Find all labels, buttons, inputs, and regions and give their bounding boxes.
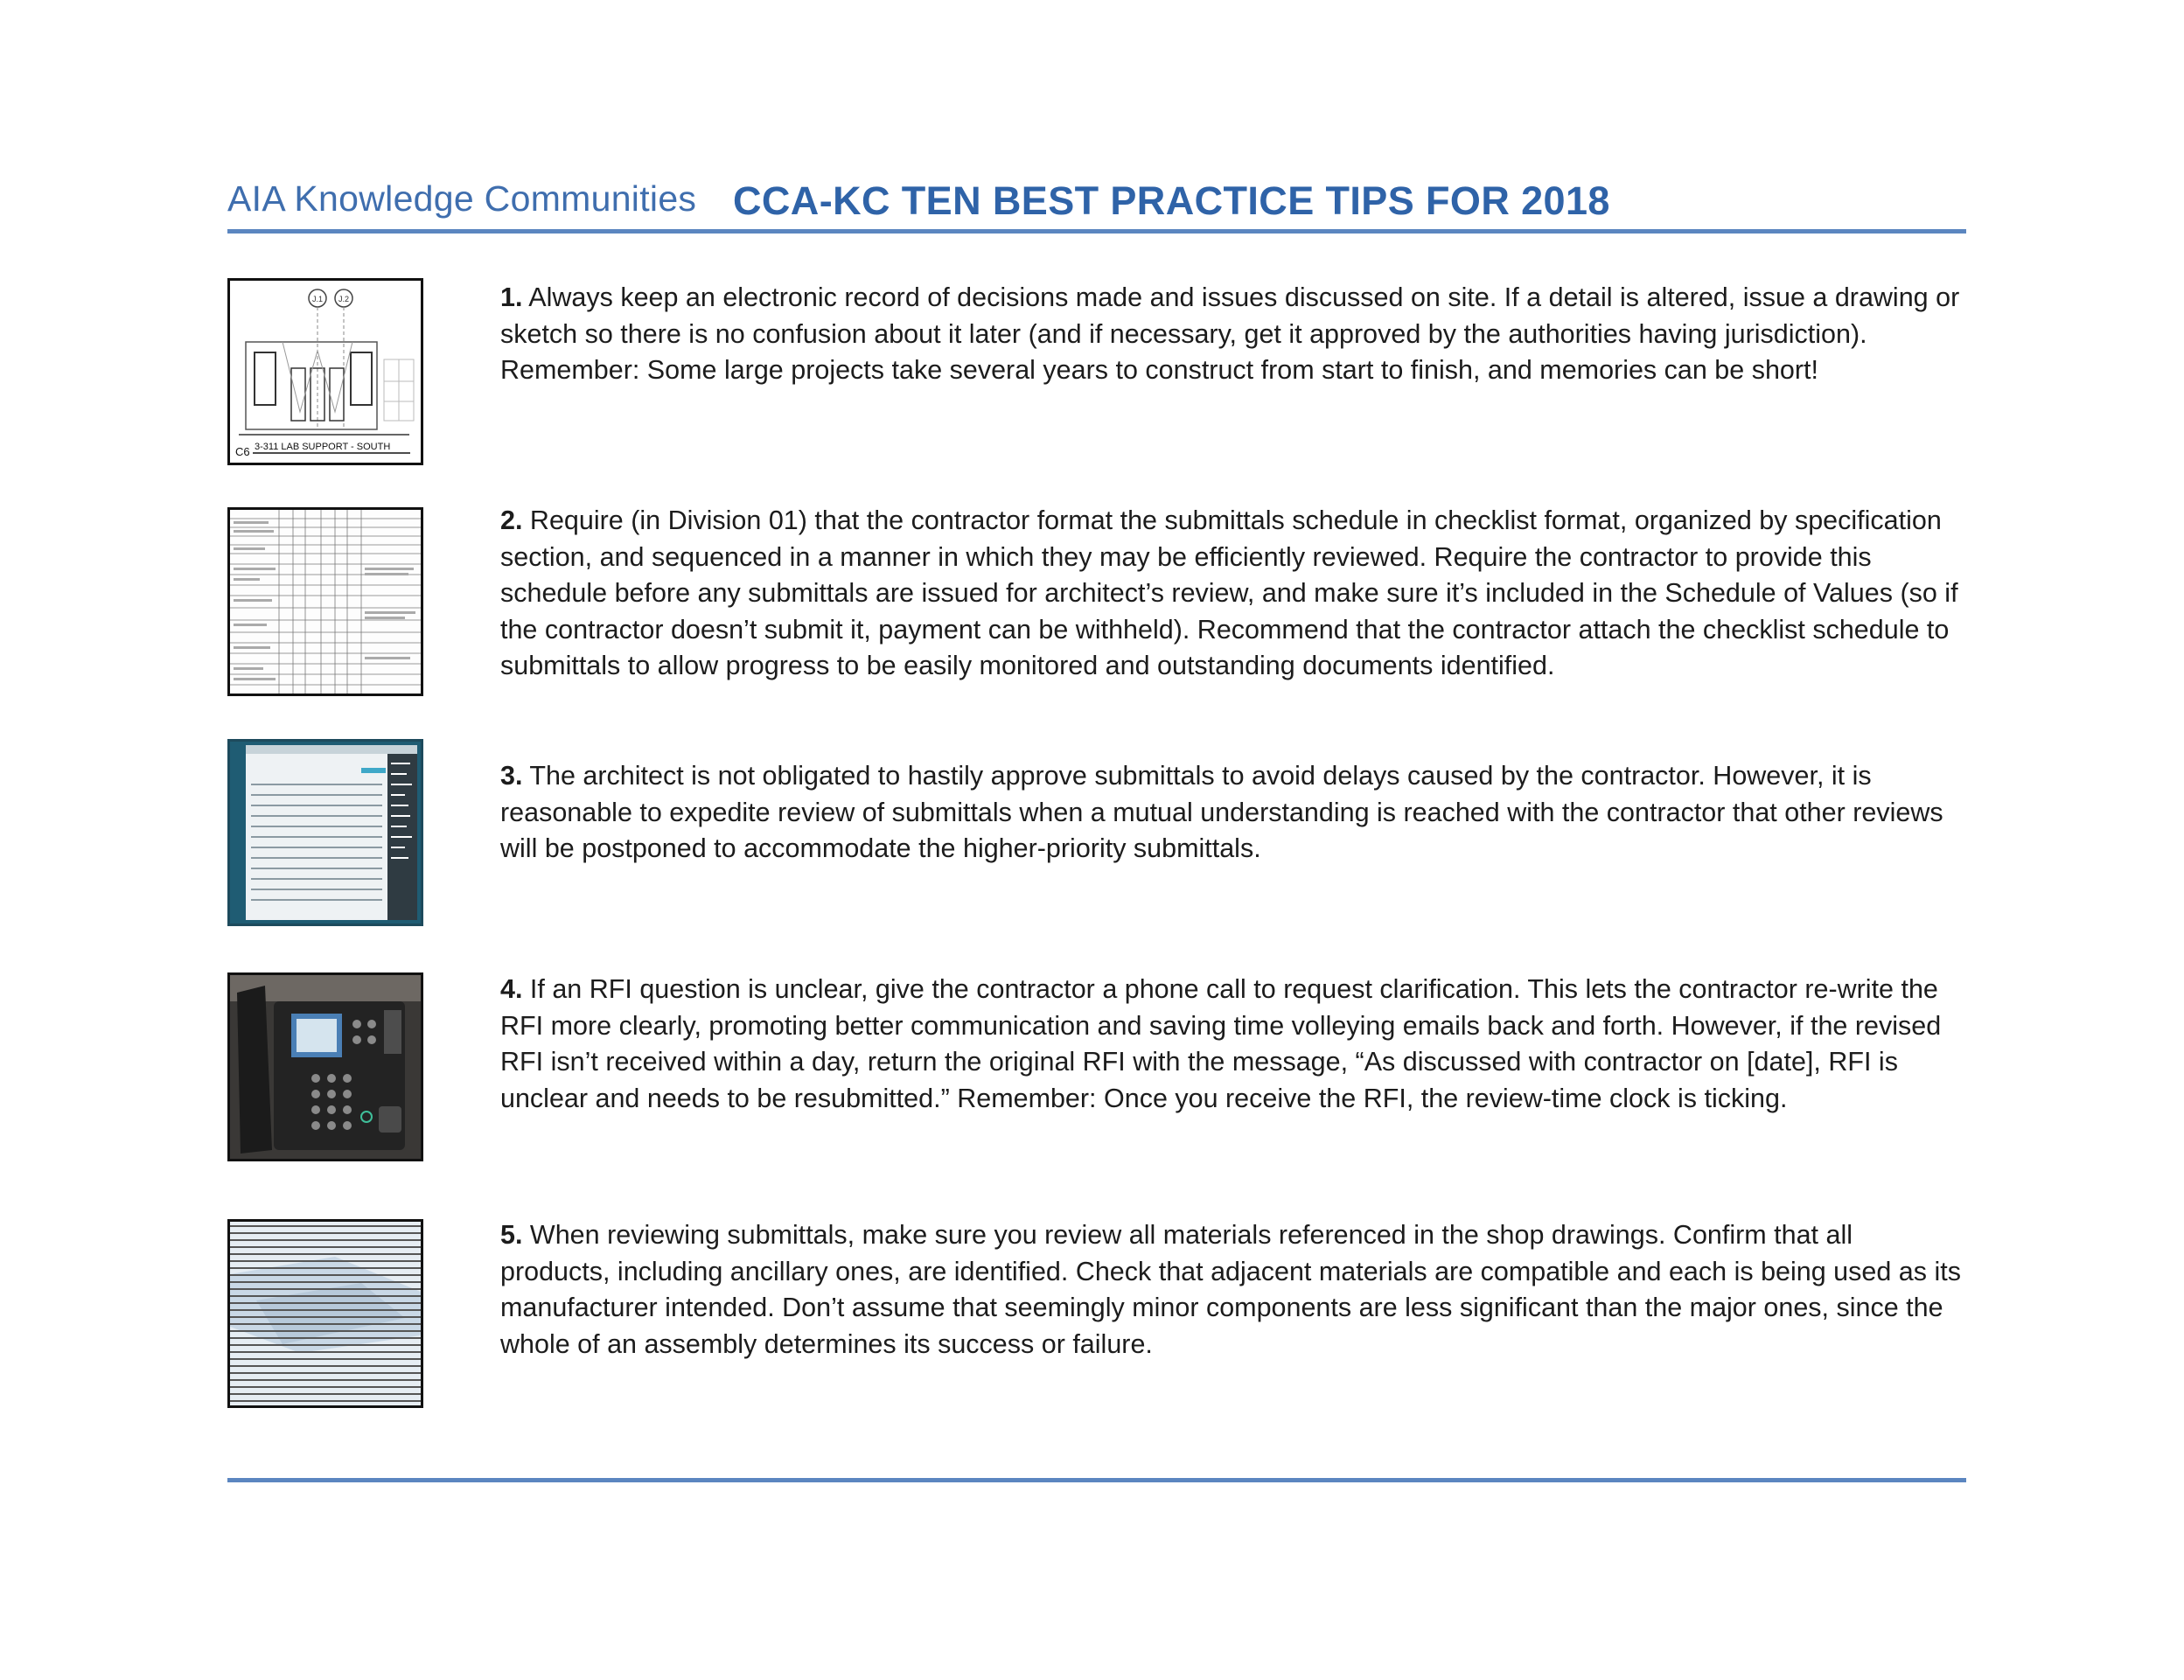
drawing-caption-ref: C6 — [235, 445, 250, 458]
tip-2-text — [500, 503, 1966, 685]
tip-1-number: 1. — [500, 282, 523, 312]
tip-4-text — [500, 972, 1966, 1117]
tip-5-striped-image — [227, 1219, 423, 1408]
tip-1-text — [500, 280, 1966, 389]
tip-4-body: If an RFI question is unclear, give the contractor a phone call to request clarification. This lets the contractor re-write the RFI more clearly, promoting better communication and saving time volleying emails back and forth. However, if the revised RFI isn’t received within a day, return the original RFI with the message, “As discussed with contractor on [date], RFI is unclear and needs to be resubmitted.” Remember: Once you receive the RFI, the review-time clock is ticking. — [500, 974, 1942, 1113]
tip-1-drawing-image — [227, 278, 423, 465]
tip-3-body: The architect is not obligated to hastily approve submittals to avoid delays caused by the contractor. However, it is reasonable to expedite review of submittals when a mutual understanding is reached with the contractor that other reviews will be postponed to accommodate the higher-priority submittals. — [500, 761, 1943, 863]
tip-3-screen-photo — [227, 739, 423, 926]
grid-label-j2: J.2 — [338, 295, 350, 303]
tip-2-number: 2. — [500, 505, 523, 535]
grid-label-j1: J.1 — [312, 295, 324, 303]
tip-5-body: When reviewing submittals, make sure you review all materials referenced in the shop drawings. Confirm that all products, including ancillary ones, are identified. Check that adjacent materials are compatible and each is being used as its manufacturer intended. Don’t assume that seemingly minor components are less significant than the major ones, since the whole of an assembly determines its success or failure. — [500, 1220, 1961, 1359]
tip-5-number: 5. — [500, 1220, 523, 1250]
tip-3-text — [500, 758, 1966, 868]
tip-5-text — [500, 1217, 1966, 1363]
drawing-caption: 3-311 LAB SUPPORT - SOUTH — [255, 442, 391, 452]
tip-2-spreadsheet-image — [227, 507, 423, 696]
tip-3-number: 3. — [500, 761, 523, 791]
page-header — [227, 175, 1966, 227]
page-title: CCA-KC TEN BEST PRACTICE TIPS FOR 2018 — [733, 178, 1610, 223]
tip-1-body: Always keep an electronic record of decisions made and issues discussed on site. If a detail is altered, issue a drawing or sketch so there is no confusion about it later (and if necessary, get it approved by the authorities having jurisdiction). Remember: Some large projects take several years to construct from start to finish, and memories can be short! — [500, 282, 1960, 385]
tip-4-desk-phone-photo — [227, 972, 423, 1161]
footer-divider — [227, 1478, 1966, 1482]
header-divider — [227, 229, 1966, 234]
org-name: AIA Knowledge Communities — [227, 178, 697, 219]
tip-4-number: 4. — [500, 974, 523, 1004]
tip-2-body: Require (in Division 01) that the contractor format the submittals schedule in checklist format, organized by specification section, and sequenced in a manner in which they may be efficiently reviewed. Require the contractor to provide this schedule before any submittals are issued for architect’s review, and make sure it’s included in the Schedule of Values (so if the contractor doesn’t submit it, payment can be withheld). Recommend that the contractor attach the checklist schedule to submittals to allow progress to be easily monitored and outstanding documents identified. — [500, 505, 1958, 680]
